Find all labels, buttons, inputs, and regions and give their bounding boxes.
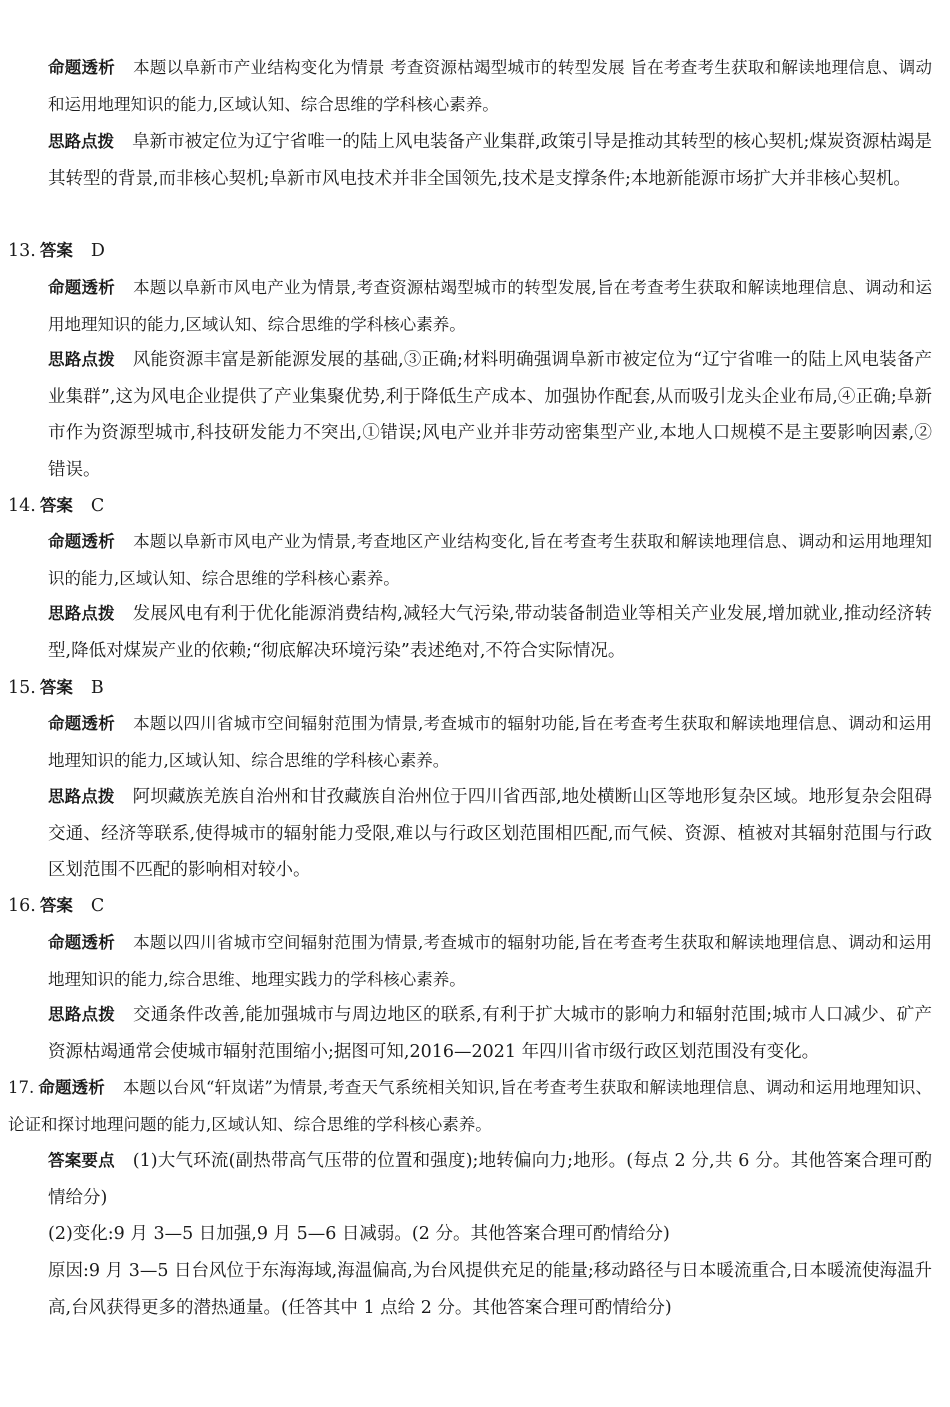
q13-number: 13. xyxy=(8,241,36,261)
key-points-label: 答案要点 xyxy=(48,1151,115,1170)
q17-number: 17. xyxy=(8,1078,35,1097)
q16-answer: C xyxy=(90,896,105,916)
q17-key-points-1-text: (1)大气环流(副热带高气压带的位置和强度);地转偏向力;地形。(每点 2 分,共 6 分。其他答案合理可酌情给分) xyxy=(48,1151,932,1208)
answer-label: 答案 xyxy=(39,496,73,515)
q14-analysis xyxy=(48,524,932,597)
q15-thinking xyxy=(48,779,932,889)
thinking-label: 思路点拨 xyxy=(48,1005,116,1024)
thinking-label: 思路点拨 xyxy=(48,132,115,151)
q14-analysis-text: 本题以阜新市风电产业为情景,考查地区产业结构变化,旨在考查考生获取和解读地理信息、调动和运用地理知识的能力,区域认知、综合思维的学科核心素养。 xyxy=(48,532,932,588)
q17-key-points-1 xyxy=(48,1143,932,1216)
analysis-label: 命题透析 xyxy=(38,1078,105,1097)
answer-label: 答案 xyxy=(39,241,73,260)
q15-thinking-text: 阿坝藏族羌族自治州和甘孜藏族自治州位于四川省西部,地处横断山区等地形复杂区域。地形复杂会阻碍交通、经济等联系,使得城市的辐射能力受限,难以与行政区划范围相匹配,而气候、资源、植被对其辐射范围与行政区划范围不匹配的影响相对较小。 xyxy=(48,787,933,880)
analysis-label: 命题透析 xyxy=(48,278,116,297)
thinking-label: 思路点拨 xyxy=(48,604,115,623)
thinking-label: 思路点拨 xyxy=(48,350,115,369)
q13-analysis-text: 本题以阜新市风电产业为情景,考查资源枯竭型城市的转型发展,旨在考查考生获取和解读地理信息、调动和运用地理知识的能力,区域认知、综合思维的学科核心素养。 xyxy=(48,278,932,334)
analysis-label: 命题透析 xyxy=(48,714,116,733)
q16-number: 16. xyxy=(8,896,36,916)
q13-thinking-text: 风能资源丰富是新能源发展的基础,③正确;材料明确强调阜新市被定位为“辽宁省唯一的陆上风电装备产业集群”,这为风电企业提供了产业集聚优势,利于降低生产成本、加强协作配套,从而吸引龙头企业布局,④正确;阜新市作为资源型城市,科技研发能力不突出,①错误;风电产业并非劳动密集型产业,本地人口规模不是主要影响因素,②错误。 xyxy=(48,350,933,480)
q14-number: 14. xyxy=(8,496,36,516)
analysis-label: 命题透析 xyxy=(48,933,116,952)
q13-analysis xyxy=(48,270,932,343)
answer-label: 答案 xyxy=(39,896,73,915)
q12-thinking-text: 阜新市被定位为辽宁省唯一的陆上风电装备产业集群,政策引导是推动其转型的核心契机;煤炭资源枯竭是其转型的背景,而非核心契机;阜新市风电技术并非全国领先,技术是支撑条件;本地新能源市场扩大并非核心契机。 xyxy=(48,132,932,189)
q17-key-points-2 xyxy=(48,1216,932,1253)
q14-thinking-text: 发展风电有利于优化能源消费结构,减轻大气污染,带动装备制造业等相关产业发展,增加就业,推动经济转型,降低对煤炭产业的依赖;“彻底解决环境污染”表述绝对,不符合实际情况。 xyxy=(48,604,932,661)
q14-thinking xyxy=(48,596,932,669)
q16-answer-line xyxy=(8,888,104,925)
q16-analysis xyxy=(48,925,932,998)
q12-analysis-text: 本题以阜新市产业结构变化为情景 考查资源枯竭型城市的转型发展 旨在考查考生获取和解读地理信息、调动和运用地理知识的能力,区域认知、综合思维的学科核心素养。 xyxy=(48,58,932,114)
q15-number: 15. xyxy=(8,678,36,698)
analysis-label: 命题透析 xyxy=(48,532,116,551)
q13-answer: D xyxy=(90,241,105,261)
q15-answer-line xyxy=(8,670,104,707)
q17-key-points-2-text: (2)变化:9 月 3—5 日加强,9 月 5—6 日减弱。(2 分。其他答案合理可酌情给分) xyxy=(48,1224,670,1244)
q17-key-points-3 xyxy=(48,1253,932,1326)
q16-analysis-text: 本题以四川省城市空间辐射范围为情景,考查城市的辐射功能,旨在考查考生获取和解读地理信息、调动和运用地理知识的能力,综合思维、地理实践力的学科核心素养。 xyxy=(48,933,932,989)
q15-answer: B xyxy=(90,678,104,698)
q15-analysis xyxy=(48,706,932,779)
q15-analysis-text: 本题以四川省城市空间辐射范围为情景,考查城市的辐射功能,旨在考查考生获取和解读地理信息、调动和运用地理知识的能力,区域认知、综合思维的学科核心素养。 xyxy=(48,714,932,770)
thinking-label: 思路点拨 xyxy=(48,787,115,806)
answer-label: 答案 xyxy=(39,678,73,697)
q13-thinking xyxy=(48,342,932,488)
q17-key-points-3-text: 原因:9 月 3—5 日台风位于东海海域,海温偏高,为台风提供充足的能量;移动路径与日本暖流重合,日本暖流使海温升高,台风获得更多的潜热通量。(任答其中 1 点给 2 分。其他答案合理可酌情给分) xyxy=(48,1261,932,1318)
q17-analysis-text: 本题以台风“轩岚诺”为情景,考查天气系统相关知识,旨在考查考生获取和解读地理信息、调动和运用地理知识、论证和探讨地理问题的能力,区域认知、综合思维的学科核心素养。 xyxy=(8,1078,932,1134)
q14-answer-line xyxy=(8,488,104,525)
q12-analysis xyxy=(48,50,932,123)
q13-answer-line xyxy=(8,233,105,270)
q12-thinking xyxy=(48,124,932,197)
q17-analysis xyxy=(8,1070,932,1143)
q14-answer: C xyxy=(90,496,105,516)
q16-thinking-text: 交通条件改善,能加强城市与周边地区的联系,有利于扩大城市的影响力和辐射范围;城市人口减少、矿产资源枯竭通常会使城市辐射范围缩小;据图可知,2016—2021 年四川省市级行政区划范围没有变化。 xyxy=(48,1005,932,1062)
analysis-label: 命题透析 xyxy=(48,58,116,77)
q16-thinking xyxy=(48,997,932,1070)
